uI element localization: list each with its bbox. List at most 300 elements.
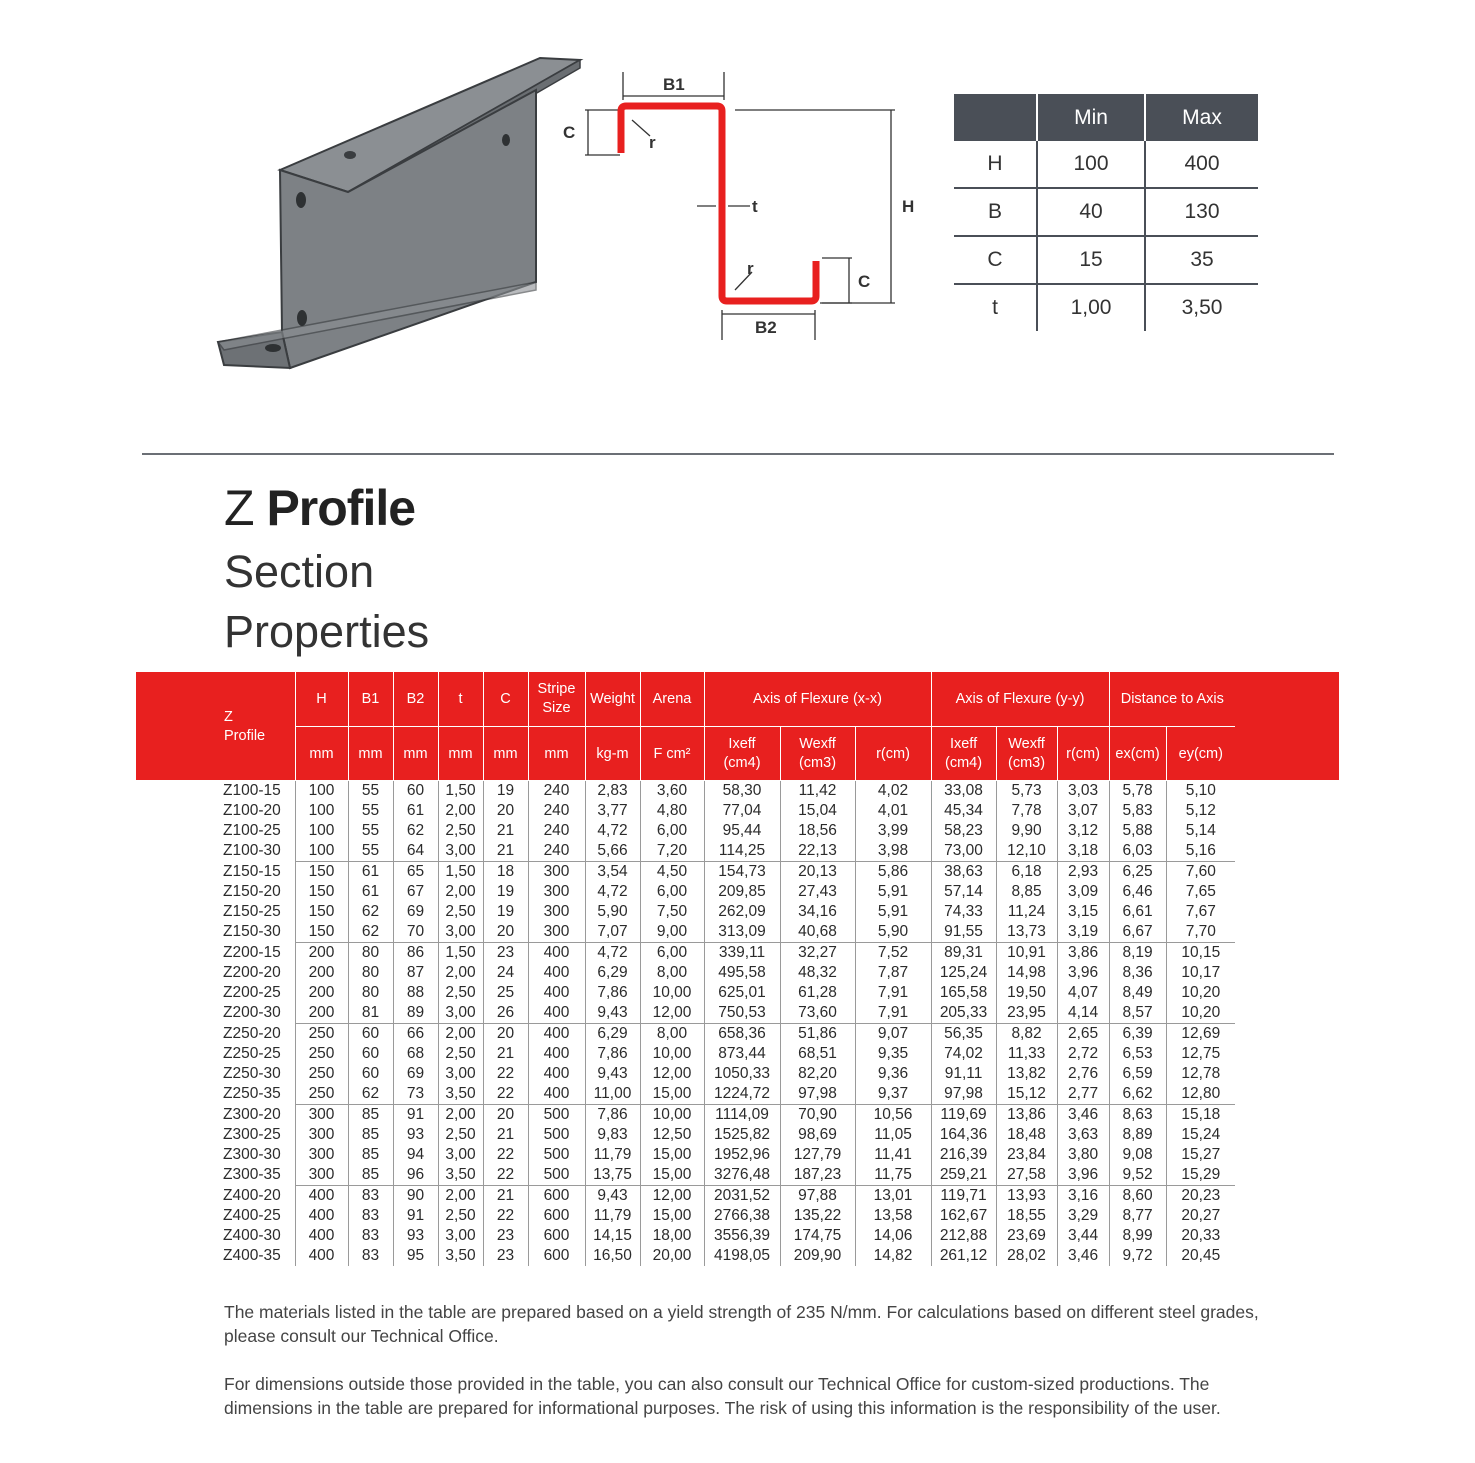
- cell-arena: 10,00: [640, 1105, 704, 1126]
- cell-b2: 60: [393, 781, 438, 801]
- cell-ixeff-xx: 2766,38: [704, 1206, 780, 1226]
- cell-weight: 4,72: [585, 821, 640, 841]
- cell-wexff-yy: 10,91: [996, 943, 1057, 964]
- cell-profile: Z250-35: [223, 1085, 281, 1103]
- cell-wexff-xx: 18,56: [780, 821, 855, 841]
- cell-ey: 5,14: [1166, 821, 1235, 841]
- cell-stripe-size: 500: [528, 1165, 585, 1186]
- cell-h: 250: [295, 1084, 348, 1105]
- cell-c: 24: [483, 963, 528, 983]
- cell-ixeff-yy: 119,71: [931, 1186, 996, 1207]
- cell-r-xx: 5,90: [855, 922, 931, 943]
- cell-r-yy: 3,09: [1057, 882, 1109, 902]
- unit-t: mm: [438, 727, 483, 782]
- cell-ixeff-xx: 3276,48: [704, 1165, 780, 1186]
- cell-ex: 8,60: [1109, 1186, 1166, 1207]
- table-row: [136, 862, 1235, 883]
- cell-arena: 15,00: [640, 1145, 704, 1165]
- cross-section-diagram: [555, 60, 935, 360]
- cell-t: 3,00: [438, 1064, 483, 1084]
- cell-weight: 2,83: [585, 781, 640, 801]
- cell-wexff-yy: 23,69: [996, 1226, 1057, 1246]
- cell-r-yy: 3,80: [1057, 1145, 1109, 1165]
- cell-t: 2,00: [438, 1024, 483, 1045]
- cell-t: 3,00: [438, 1226, 483, 1246]
- cell-r-yy: 3,03: [1057, 781, 1109, 801]
- unit-stripe: mm: [528, 727, 585, 782]
- cell-b1: 60: [348, 1064, 393, 1084]
- cell-b1: 55: [348, 801, 393, 821]
- cell-r-xx: 7,91: [855, 983, 931, 1003]
- cell-ey: 5,12: [1166, 801, 1235, 821]
- cell-t: 1,50: [438, 943, 483, 964]
- cell-profile: Z200-20: [223, 964, 281, 981]
- range-min: 1,00: [1037, 284, 1145, 331]
- cell-ixeff-yy: 164,36: [931, 1125, 996, 1145]
- header-weight: Weight: [585, 672, 640, 727]
- unit-b2: mm: [393, 727, 438, 782]
- cell-weight: 4,72: [585, 943, 640, 964]
- cell-ex: 8,49: [1109, 983, 1166, 1003]
- range-dimension: B: [954, 188, 1037, 236]
- cell-b1: 80: [348, 963, 393, 983]
- cell-weight: 5,66: [585, 841, 640, 862]
- cell-arena: 6,00: [640, 882, 704, 902]
- cell-h: 150: [295, 862, 348, 883]
- cell-b1: 80: [348, 943, 393, 964]
- cell-c: 20: [483, 1024, 528, 1045]
- cell-ixeff-yy: 56,35: [931, 1024, 996, 1045]
- cell-r-yy: 3,19: [1057, 922, 1109, 943]
- table-row: [136, 1186, 1235, 1207]
- cell-r-yy: 3,15: [1057, 902, 1109, 922]
- cell-b1: 85: [348, 1165, 393, 1186]
- cell-ixeff-yy: 216,39: [931, 1145, 996, 1165]
- cell-stripe-size: 240: [528, 821, 585, 841]
- cell-ey: 5,16: [1166, 841, 1235, 862]
- cell-stripe-size: 500: [528, 1125, 585, 1145]
- cell-b2: 91: [393, 1105, 438, 1126]
- table-row: [136, 1226, 1235, 1246]
- cell-ixeff-xx: 3556,39: [704, 1226, 780, 1246]
- cell-h: 250: [295, 1044, 348, 1064]
- cell-wexff-yy: 23,84: [996, 1145, 1057, 1165]
- cell-c: 20: [483, 922, 528, 943]
- cell-ey: 20,45: [1166, 1246, 1235, 1266]
- cell-profile: Z250-20: [223, 1024, 281, 1042]
- cell-r-yy: 3,96: [1057, 963, 1109, 983]
- table-row: [136, 821, 1235, 841]
- cell-b1: 61: [348, 862, 393, 883]
- cell-wexff-xx: 51,86: [780, 1024, 855, 1045]
- cell-weight: 9,83: [585, 1125, 640, 1145]
- cell-ixeff-yy: 57,14: [931, 882, 996, 902]
- cell-wexff-yy: 18,55: [996, 1206, 1057, 1226]
- cell-b1: 62: [348, 1084, 393, 1105]
- table-row: [136, 943, 1235, 964]
- cell-profile: Z250-30: [223, 1065, 281, 1082]
- cell-r-xx: 9,07: [855, 1024, 931, 1045]
- unit-ex: ex(cm): [1109, 727, 1166, 782]
- table-row: [136, 963, 1235, 983]
- cell-ex: 6,25: [1109, 862, 1166, 883]
- cell-wexff-xx: 34,16: [780, 902, 855, 922]
- cell-c: 23: [483, 1226, 528, 1246]
- cell-t: 2,50: [438, 1044, 483, 1064]
- cell-r-xx: 7,52: [855, 943, 931, 964]
- cell-stripe-size: 600: [528, 1186, 585, 1207]
- cell-stripe-size: 600: [528, 1206, 585, 1226]
- cell-ixeff-yy: 261,12: [931, 1246, 996, 1266]
- cell-arena: 7,50: [640, 902, 704, 922]
- cell-r-yy: 3,86: [1057, 943, 1109, 964]
- cell-b1: 83: [348, 1226, 393, 1246]
- cell-b2: 70: [393, 922, 438, 943]
- table-row: [136, 1145, 1235, 1165]
- cell-wexff-xx: 61,28: [780, 983, 855, 1003]
- cell-arena: 10,00: [640, 1044, 704, 1064]
- cell-c: 20: [483, 1105, 528, 1126]
- cell-t: 2,00: [438, 1105, 483, 1126]
- range-dimension: t: [954, 284, 1037, 331]
- table-row: [136, 882, 1235, 902]
- cell-b2: 88: [393, 983, 438, 1003]
- cell-profile: Z150-20: [223, 883, 281, 900]
- note-custom-dimensions: For dimensions outside those provided in the table, you can also consult our Technical Office for custom-sized productions. The dimensions in the table are prepared for informational purposes. The risk of using this information is the responsibility of the user.: [224, 1374, 1221, 1418]
- cell-c: 21: [483, 841, 528, 862]
- range-row: [954, 141, 1258, 188]
- cell-ixeff-xx: 2031,52: [704, 1186, 780, 1207]
- cell-wexff-xx: 187,23: [780, 1165, 855, 1186]
- cell-ex: 6,62: [1109, 1084, 1166, 1105]
- cell-h: 300: [295, 1105, 348, 1126]
- cell-ixeff-xx: 1952,96: [704, 1145, 780, 1165]
- cell-ey: 7,60: [1166, 862, 1235, 883]
- subtitle-line2: Properties: [224, 606, 430, 657]
- cell-arena: 8,00: [640, 963, 704, 983]
- cell-weight: 3,77: [585, 801, 640, 821]
- cell-profile: Z400-30: [223, 1227, 281, 1244]
- cell-r-xx: 13,01: [855, 1186, 931, 1207]
- cell-ixeff-yy: 45,34: [931, 801, 996, 821]
- cell-weight: 4,72: [585, 882, 640, 902]
- unit-weight: kg-m: [585, 727, 640, 782]
- cell-wexff-yy: 18,48: [996, 1125, 1057, 1145]
- table-row: [136, 983, 1235, 1003]
- cell-wexff-xx: 98,69: [780, 1125, 855, 1145]
- cell-ixeff-xx: 339,11: [704, 943, 780, 964]
- cell-b2: 68: [393, 1044, 438, 1064]
- cell-ey: 10,20: [1166, 983, 1235, 1003]
- cell-r-yy: 2,72: [1057, 1044, 1109, 1064]
- range-row: [954, 188, 1258, 236]
- table-row: [136, 1246, 1235, 1266]
- cell-t: 2,00: [438, 801, 483, 821]
- cell-r-xx: 14,82: [855, 1246, 931, 1266]
- cell-r-yy: 4,14: [1057, 1003, 1109, 1024]
- cell-ixeff-xx: 1525,82: [704, 1125, 780, 1145]
- range-min: 40: [1037, 188, 1145, 236]
- cell-wexff-xx: 40,68: [780, 922, 855, 943]
- cell-b1: 85: [348, 1145, 393, 1165]
- cell-r-yy: 3,46: [1057, 1246, 1109, 1266]
- cell-weight: 5,90: [585, 902, 640, 922]
- dim-label-t: t: [752, 197, 758, 216]
- cell-r-xx: 11,41: [855, 1145, 931, 1165]
- cell-ixeff-yy: 33,08: [931, 781, 996, 801]
- cell-ixeff-xx: 77,04: [704, 801, 780, 821]
- cell-weight: 6,29: [585, 963, 640, 983]
- cell-t: 3,00: [438, 922, 483, 943]
- cell-wexff-xx: 97,88: [780, 1186, 855, 1207]
- cell-ixeff-yy: 212,88: [931, 1226, 996, 1246]
- cell-r-yy: 2,65: [1057, 1024, 1109, 1045]
- cell-ey: 15,18: [1166, 1105, 1235, 1126]
- dim-label-r-bottom: r: [747, 259, 754, 278]
- cell-ixeff-xx: 873,44: [704, 1044, 780, 1064]
- cell-ixeff-xx: 1224,72: [704, 1084, 780, 1105]
- cell-profile: Z100-30: [223, 842, 281, 860]
- dim-label-b2: B2: [755, 318, 777, 337]
- cell-stripe-size: 240: [528, 841, 585, 862]
- cell-wexff-yy: 14,98: [996, 963, 1057, 983]
- cell-t: 2,50: [438, 1206, 483, 1226]
- z-profile-beam-image: [210, 50, 590, 380]
- header-b2: B2: [393, 672, 438, 727]
- cell-ex: 6,39: [1109, 1024, 1166, 1045]
- cell-r-yy: 3,07: [1057, 801, 1109, 821]
- cell-c: 19: [483, 781, 528, 801]
- cell-profile: Z300-25: [223, 1126, 281, 1143]
- unit-ixeff-xx: Ixeff (cm4): [704, 727, 780, 782]
- cell-wexff-xx: 48,32: [780, 963, 855, 983]
- cell-ixeff-xx: 114,25: [704, 841, 780, 862]
- cell-ex: 9,72: [1109, 1246, 1166, 1266]
- unit-arena: F cm²: [640, 727, 704, 782]
- cell-t: 1,50: [438, 862, 483, 883]
- cell-r-yy: 4,07: [1057, 983, 1109, 1003]
- cell-r-xx: 9,36: [855, 1064, 931, 1084]
- cell-r-xx: 11,75: [855, 1165, 931, 1186]
- cell-weight: 7,07: [585, 922, 640, 943]
- cell-ixeff-xx: 95,44: [704, 821, 780, 841]
- cell-weight: 11,79: [585, 1206, 640, 1226]
- cell-profile: Z150-25: [223, 903, 281, 920]
- cell-r-xx: 4,01: [855, 801, 931, 821]
- cell-profile: Z150-30: [223, 923, 281, 941]
- cell-ey: 15,24: [1166, 1125, 1235, 1145]
- cell-ey: 7,67: [1166, 902, 1235, 922]
- table-row: [136, 902, 1235, 922]
- cell-r-xx: 9,37: [855, 1084, 931, 1105]
- cell-h: 150: [295, 902, 348, 922]
- cell-stripe-size: 400: [528, 943, 585, 964]
- cell-r-xx: 3,99: [855, 821, 931, 841]
- cell-ixeff-yy: 165,58: [931, 983, 996, 1003]
- cell-stripe-size: 500: [528, 1145, 585, 1165]
- cell-profile: Z100-15: [223, 782, 281, 799]
- title-word: Profile: [266, 480, 416, 536]
- cell-c: 23: [483, 943, 528, 964]
- cell-weight: 9,43: [585, 1064, 640, 1084]
- cell-h: 250: [295, 1024, 348, 1045]
- cell-stripe-size: 400: [528, 1003, 585, 1024]
- range-min: 15: [1037, 236, 1145, 284]
- cell-h: 200: [295, 983, 348, 1003]
- cell-weight: 14,15: [585, 1226, 640, 1246]
- cell-wexff-yy: 13,86: [996, 1105, 1057, 1126]
- cell-h: 100: [295, 781, 348, 801]
- cell-arena: 9,00: [640, 922, 704, 943]
- cell-profile: Z200-30: [223, 1004, 281, 1022]
- cell-weight: 11,00: [585, 1084, 640, 1105]
- cell-stripe-size: 400: [528, 1024, 585, 1045]
- header-axis-xx: Axis of Flexure (x-x): [704, 672, 931, 727]
- cell-ex: 8,36: [1109, 963, 1166, 983]
- cell-arena: 18,00: [640, 1226, 704, 1246]
- header-arena: Arena: [640, 672, 704, 727]
- cell-stripe-size: 400: [528, 983, 585, 1003]
- cell-b2: 69: [393, 902, 438, 922]
- range-dimension: C: [954, 236, 1037, 284]
- cell-stripe-size: 600: [528, 1246, 585, 1266]
- cell-wexff-yy: 7,78: [996, 801, 1057, 821]
- cell-ixeff-yy: 91,11: [931, 1064, 996, 1084]
- cell-b2: 69: [393, 1064, 438, 1084]
- cell-wexff-yy: 11,24: [996, 902, 1057, 922]
- cell-r-yy: 3,44: [1057, 1226, 1109, 1246]
- cell-r-xx: 7,91: [855, 1003, 931, 1024]
- cell-ey: 10,15: [1166, 943, 1235, 964]
- cell-profile: Z200-15: [223, 943, 281, 961]
- range-max: 130: [1145, 188, 1258, 236]
- cell-r-yy: 3,18: [1057, 841, 1109, 862]
- cell-ixeff-yy: 73,00: [931, 841, 996, 862]
- cell-c: 19: [483, 882, 528, 902]
- cell-b1: 83: [348, 1246, 393, 1266]
- cell-weight: 7,86: [585, 983, 640, 1003]
- cell-wexff-yy: 6,18: [996, 862, 1057, 883]
- cell-profile: Z100-25: [223, 822, 281, 839]
- cell-b2: 89: [393, 1003, 438, 1024]
- cell-t: 3,50: [438, 1165, 483, 1186]
- cell-ex: 6,59: [1109, 1064, 1166, 1084]
- range-max: 3,50: [1145, 284, 1258, 331]
- cell-h: 250: [295, 1064, 348, 1084]
- cell-r-yy: 3,63: [1057, 1125, 1109, 1145]
- cell-t: 3,00: [438, 841, 483, 862]
- header-distance-axis: Distance to Axis: [1109, 672, 1235, 727]
- cell-r-yy: 2,77: [1057, 1084, 1109, 1105]
- cell-b2: 94: [393, 1145, 438, 1165]
- cell-ex: 9,08: [1109, 1145, 1166, 1165]
- cell-wexff-yy: 19,50: [996, 983, 1057, 1003]
- cell-stripe-size: 300: [528, 862, 585, 883]
- cell-h: 200: [295, 963, 348, 983]
- cell-stripe-size: 240: [528, 781, 585, 801]
- cell-arena: 12,00: [640, 1064, 704, 1084]
- cell-c: 22: [483, 1206, 528, 1226]
- cell-h: 300: [295, 1165, 348, 1186]
- cell-b1: 83: [348, 1206, 393, 1226]
- table-row: [136, 1024, 1235, 1045]
- unit-r-xx: r(cm): [855, 727, 931, 782]
- cell-c: 25: [483, 983, 528, 1003]
- table-row: [136, 1084, 1235, 1105]
- cell-h: 300: [295, 1145, 348, 1165]
- cell-r-xx: 13,58: [855, 1206, 931, 1226]
- range-header-max: Max: [1145, 94, 1258, 141]
- header-t: t: [438, 672, 483, 727]
- unit-b1: mm: [348, 727, 393, 782]
- cell-b2: 67: [393, 882, 438, 902]
- header-axis-yy: Axis of Flexure (y-y): [931, 672, 1109, 727]
- range-row: [954, 236, 1258, 284]
- dim-label-h: H: [902, 197, 915, 216]
- cell-t: 2,50: [438, 821, 483, 841]
- range-header-min: Min: [1037, 94, 1145, 141]
- cell-t: 1,50: [438, 781, 483, 801]
- cell-wexff-yy: 13,73: [996, 922, 1057, 943]
- cell-wexff-yy: 12,10: [996, 841, 1057, 862]
- cell-ixeff-yy: 74,33: [931, 902, 996, 922]
- cell-t: 3,50: [438, 1084, 483, 1105]
- table-row: [136, 841, 1235, 862]
- cell-ixeff-yy: 125,24: [931, 963, 996, 983]
- cell-ex: 5,88: [1109, 821, 1166, 841]
- cell-arena: 12,50: [640, 1125, 704, 1145]
- cell-ixeff-yy: 74,02: [931, 1044, 996, 1064]
- cell-r-yy: 3,46: [1057, 1105, 1109, 1126]
- cell-ixeff-xx: 262,09: [704, 902, 780, 922]
- cell-b2: 65: [393, 862, 438, 883]
- cell-arena: 8,00: [640, 1024, 704, 1045]
- cell-r-yy: 3,96: [1057, 1165, 1109, 1186]
- cell-wexff-xx: 174,75: [780, 1226, 855, 1246]
- cell-wexff-xx: 73,60: [780, 1003, 855, 1024]
- cell-wexff-xx: 15,04: [780, 801, 855, 821]
- cell-b1: 85: [348, 1105, 393, 1126]
- unit-wexff-xx: Wexff (cm3): [780, 727, 855, 782]
- cell-stripe-size: 240: [528, 801, 585, 821]
- cell-wexff-xx: 209,90: [780, 1246, 855, 1266]
- table-row: [136, 1105, 1235, 1126]
- cell-ex: 8,63: [1109, 1105, 1166, 1126]
- cell-h: 400: [295, 1246, 348, 1266]
- cell-ey: 5,10: [1166, 781, 1235, 801]
- cell-ixeff-yy: 119,69: [931, 1105, 996, 1126]
- cell-ixeff-xx: 625,01: [704, 983, 780, 1003]
- cell-b1: 62: [348, 922, 393, 943]
- cell-r-xx: 4,02: [855, 781, 931, 801]
- cell-ixeff-xx: 1114,09: [704, 1105, 780, 1126]
- cell-arena: 12,00: [640, 1186, 704, 1207]
- cell-h: 100: [295, 821, 348, 841]
- table-row: [136, 1165, 1235, 1186]
- cell-arena: 6,00: [640, 821, 704, 841]
- cell-weight: 16,50: [585, 1246, 640, 1266]
- cell-b2: 95: [393, 1246, 438, 1266]
- cell-wexff-yy: 8,85: [996, 882, 1057, 902]
- cell-weight: 13,75: [585, 1165, 640, 1186]
- cell-stripe-size: 300: [528, 882, 585, 902]
- cell-weight: 9,43: [585, 1186, 640, 1207]
- cell-ex: 6,67: [1109, 922, 1166, 943]
- cell-h: 150: [295, 882, 348, 902]
- cell-wexff-yy: 13,82: [996, 1064, 1057, 1084]
- cell-c: 21: [483, 1186, 528, 1207]
- unit-ey: ey(cm): [1166, 727, 1235, 782]
